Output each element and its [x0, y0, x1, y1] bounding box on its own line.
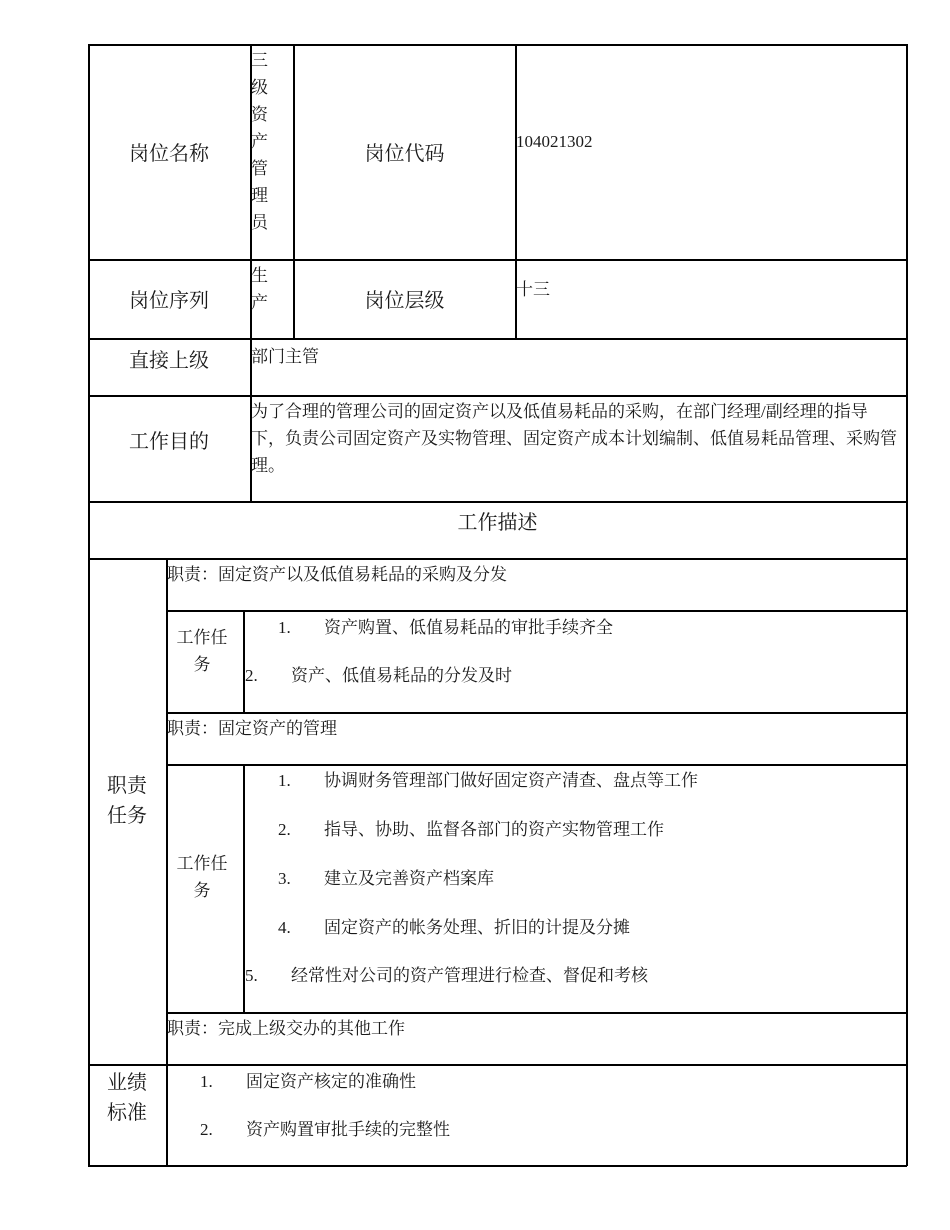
job-name-value: 三级资产管理员	[251, 51, 268, 232]
job-sequence-label: 岗位序列	[129, 290, 209, 312]
task-item: 1. 协调财务管理部门做好固定资产清查、盘点等工作	[278, 771, 698, 790]
purpose-label: 工作目的	[129, 430, 209, 453]
job-level-value: 十三	[516, 280, 550, 299]
description-title: 工作描述	[457, 511, 538, 534]
purpose-value: 为了合理的管理公司的固定资产以及低值易耗品的采购，在部门经理/副经理的指导下，负责公司固定资产及实物管理、固定资产成本计划编制、低值易耗品管理、采购管理。	[251, 402, 897, 475]
task-item: 4. 固定资产的帐务处理、折旧的计提及分摊	[278, 918, 630, 937]
task-label-2: 工作任务	[176, 854, 228, 900]
performance-label: 业绩标准	[107, 1072, 147, 1124]
job-level-label: 岗位层级	[364, 290, 445, 312]
job-code-value: 104021302	[516, 132, 593, 151]
duty-1: 职责：固定资产以及低值易耗品的采购及分发	[167, 565, 507, 584]
duty-label: 职责任务	[107, 775, 147, 827]
task-item: 2. 指导、协助、监督各部门的资产实物管理工作	[278, 820, 664, 839]
task-item: 5. 经常性对公司的资产管理进行检查、督促和考核	[245, 966, 648, 985]
duty-3: 职责：完成上级交办的其他工作	[167, 1019, 405, 1038]
task-item: 1. 资产购置、低值易耗品的审批手续齐全	[278, 618, 613, 637]
task-label-1: 工作任务	[176, 628, 228, 674]
superior-value: 部门主管	[251, 347, 319, 366]
job-code-label: 岗位代码	[364, 143, 445, 165]
task-item: 3. 建立及完善资产档案库	[278, 869, 494, 888]
job-sequence-value: 生产	[251, 266, 268, 312]
job-name-label: 岗位名称	[129, 143, 209, 165]
duty-2: 职责：固定资产的管理	[167, 719, 337, 738]
performance-item: 1. 固定资产核定的准确性	[200, 1072, 416, 1091]
task-item: 2. 资产、低值易耗品的分发及时	[245, 666, 512, 685]
performance-item: 2. 资产购置审批手续的完整性	[200, 1120, 450, 1139]
superior-label: 直接上级	[129, 349, 209, 372]
